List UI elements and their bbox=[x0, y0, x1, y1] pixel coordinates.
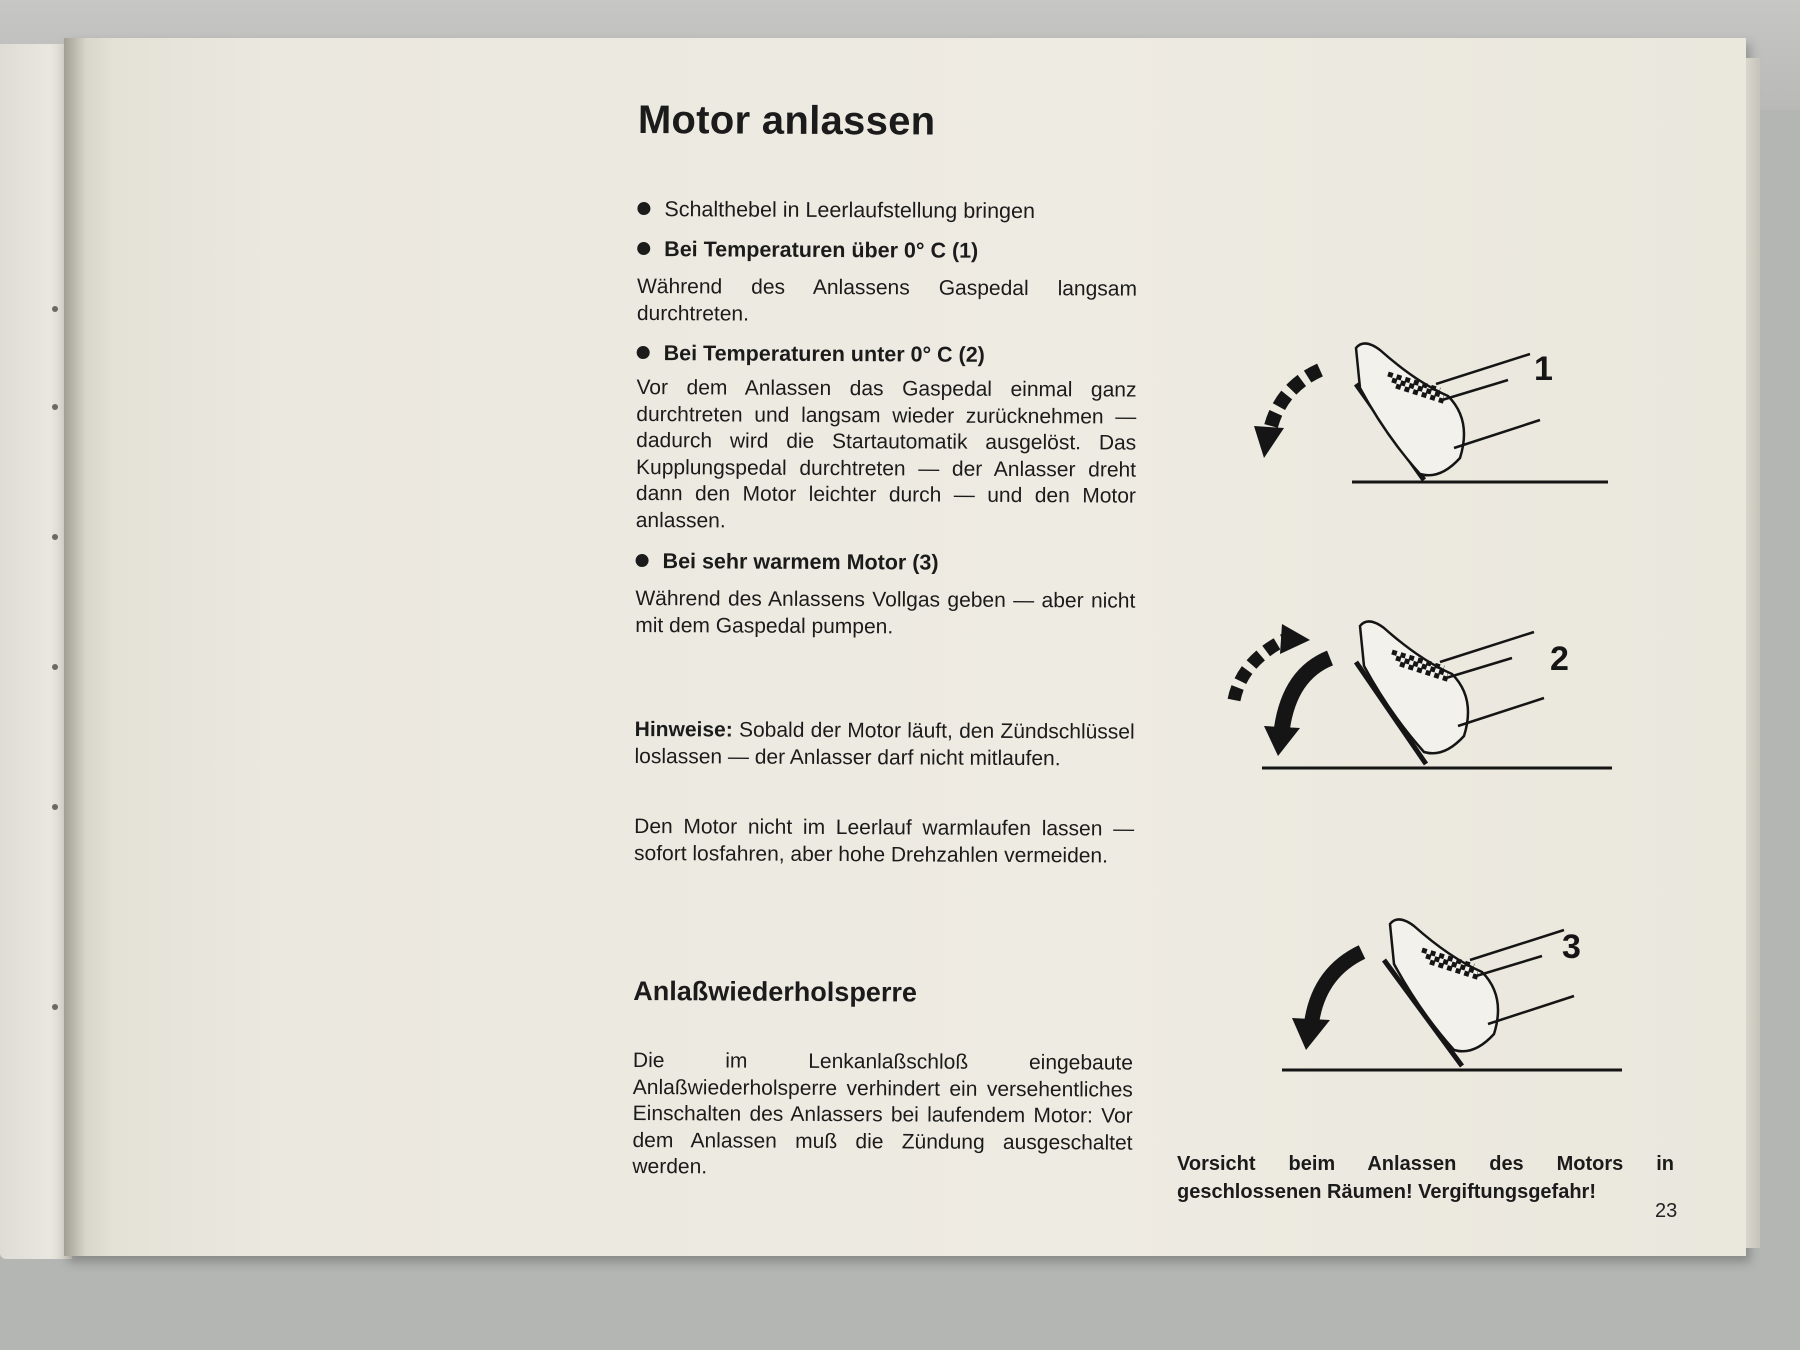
section-heading bbox=[637, 236, 1137, 266]
illustration-2 bbox=[1220, 610, 1620, 780]
page-edge bbox=[1746, 58, 1760, 1248]
sperre-paragraph: Die im Lenkanlaßschloß eingebaute Anlaßwiederholsperre verhindert ein versehentliches Einschalten des Anlassers bei laufendem Motor: Vor dem Anlassen muß die Zündung ausgeschaltet werden. bbox=[632, 1048, 1134, 1179]
binding-hole bbox=[52, 804, 58, 810]
bullet-item bbox=[637, 196, 1137, 226]
figure-label: 3 bbox=[1562, 928, 1581, 966]
bullet-dot-icon bbox=[637, 202, 650, 215]
binding-hole bbox=[52, 306, 58, 312]
heading-text: Bei Temperaturen unter 0° C (2) bbox=[663, 341, 985, 367]
figure-label: 2 bbox=[1550, 640, 1569, 678]
figure-label: 1 bbox=[1534, 350, 1553, 388]
binding-hole bbox=[52, 534, 58, 540]
section-heading bbox=[636, 548, 1136, 578]
binding-hole bbox=[52, 1004, 58, 1010]
curved-arrow-icon bbox=[1254, 370, 1320, 458]
section-text: Während des Anlassens Vollgas geben — aber nicht mit dem Gaspedal pumpen. bbox=[635, 586, 1136, 638]
bullet-dot-icon bbox=[637, 346, 650, 359]
bullet-text: Schalthebel in Leerlaufstellung bringen bbox=[664, 197, 1036, 224]
section-text: Während des Anlassens Gaspedal langsam durchtreten. bbox=[636, 274, 1138, 326]
bullet-dot-icon bbox=[637, 242, 650, 255]
curved-arrow-icon bbox=[1292, 952, 1362, 1050]
illustration-1 bbox=[1240, 330, 1620, 500]
spine-shadow bbox=[64, 38, 86, 1256]
curved-arrow-icon bbox=[1234, 624, 1330, 756]
binding-hole bbox=[52, 404, 58, 410]
section-text: Vor dem Anlassen das Gaspedal einmal ganz durchtreten und langsam wieder zurücknehmen — dadurch wird die Startautomatik ausgelöst. Das Kupplungspedal durchtreten — der Anlasser dreht dann den Motor leichter durch — und den Motor anlassen. bbox=[635, 375, 1137, 532]
page-number: 23 bbox=[1655, 1200, 1678, 1222]
section-heading bbox=[637, 340, 1137, 370]
heading-text: Bei Temperaturen über 0° C (1) bbox=[664, 237, 979, 263]
hints-paragraph bbox=[634, 717, 1134, 773]
left-page-edge bbox=[0, 44, 72, 1259]
hints-text: Sobald der Motor läuft, den Zündschlüssel loslassen — der Anlasser darf nicht mitlaufen. bbox=[634, 718, 1135, 770]
hints-label: Hinweise: bbox=[634, 717, 733, 742]
binding-hole bbox=[52, 664, 58, 670]
shoe-on-pedal-icon bbox=[1352, 343, 1608, 482]
section-subtitle: Anlaßwiederholsperre bbox=[633, 975, 917, 1008]
hints-paragraph-2: Den Motor nicht im Leerlauf warmlaufen lassen — sofort losfahren, aber hohe Drehzahlen vermeiden. bbox=[633, 814, 1135, 867]
bullet-dot-icon bbox=[636, 554, 649, 567]
illustration-3 bbox=[1270, 910, 1630, 1080]
page-title: Motor anlassen bbox=[637, 98, 936, 144]
warning-text: Vorsicht beim Anlassen des Motors in geschlossenen Räumen! Vergiftungsgefahr! bbox=[1177, 1153, 1674, 1203]
heading-text: Bei sehr warmem Motor (3) bbox=[662, 549, 939, 575]
